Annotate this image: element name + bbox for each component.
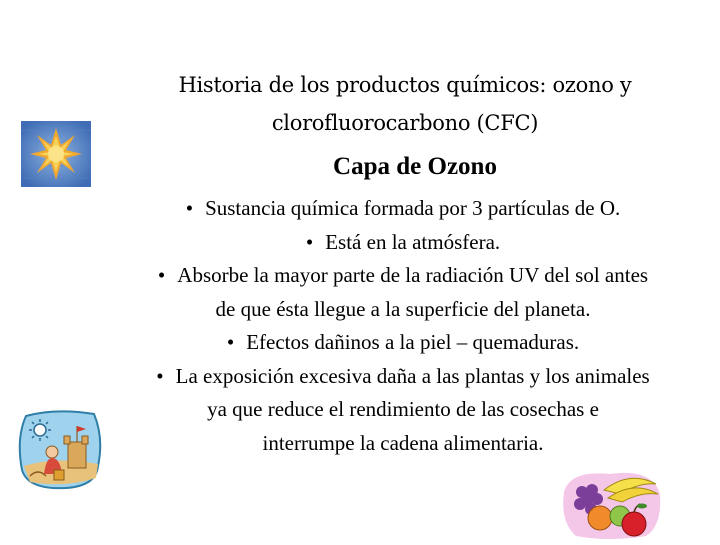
bullet-marker: • [156, 363, 164, 388]
bullet-marker: • [157, 263, 166, 287]
bullet-marker: • [226, 330, 235, 354]
bullet-text: La exposición excesiva daña a las plantas y los animales [175, 363, 650, 388]
continuation-line [108, 293, 698, 327]
bullet-text: interrumpe la cadena alimentaria. [262, 430, 544, 455]
bullet-text: Absorbe la mayor parte de la radiación UV del sol antes [177, 263, 649, 287]
bullet-text: de que ésta llegue a la superficie del planeta. [215, 296, 591, 321]
bullet-line [108, 192, 698, 226]
bullet-marker: • [305, 229, 314, 254]
bullet-text: Sustancia química formada por 3 partículas de O. [205, 196, 621, 220]
bullet-line [108, 360, 698, 394]
bullet-line [108, 326, 698, 360]
fruit-bowl-clipart-icon [560, 466, 662, 540]
sun-clipart-icon [18, 118, 94, 190]
bullet-line [108, 226, 698, 260]
continuation-line [108, 427, 698, 461]
bullet-text: Está en la atmósfera. [325, 229, 501, 254]
continuation-line [108, 393, 698, 427]
bullet-line [108, 259, 698, 293]
bullet-marker: • [185, 196, 194, 220]
beach-sandcastle-clipart-icon [16, 408, 104, 490]
slide-title-line-2: clorofluorocarbono (CFC) [271, 111, 539, 135]
slide-title [170, 66, 640, 142]
section-heading: Capa de Ozono [333, 153, 497, 180]
slide-title-line-1: Historia de los productos químicos: ozono y [178, 73, 632, 97]
bullet-text: ya que reduce el rendimiento de las cosechas e [207, 397, 599, 421]
bullet-text: Efectos dañinos a la piel – quemaduras. [246, 330, 580, 354]
bullet-list [108, 192, 698, 460]
